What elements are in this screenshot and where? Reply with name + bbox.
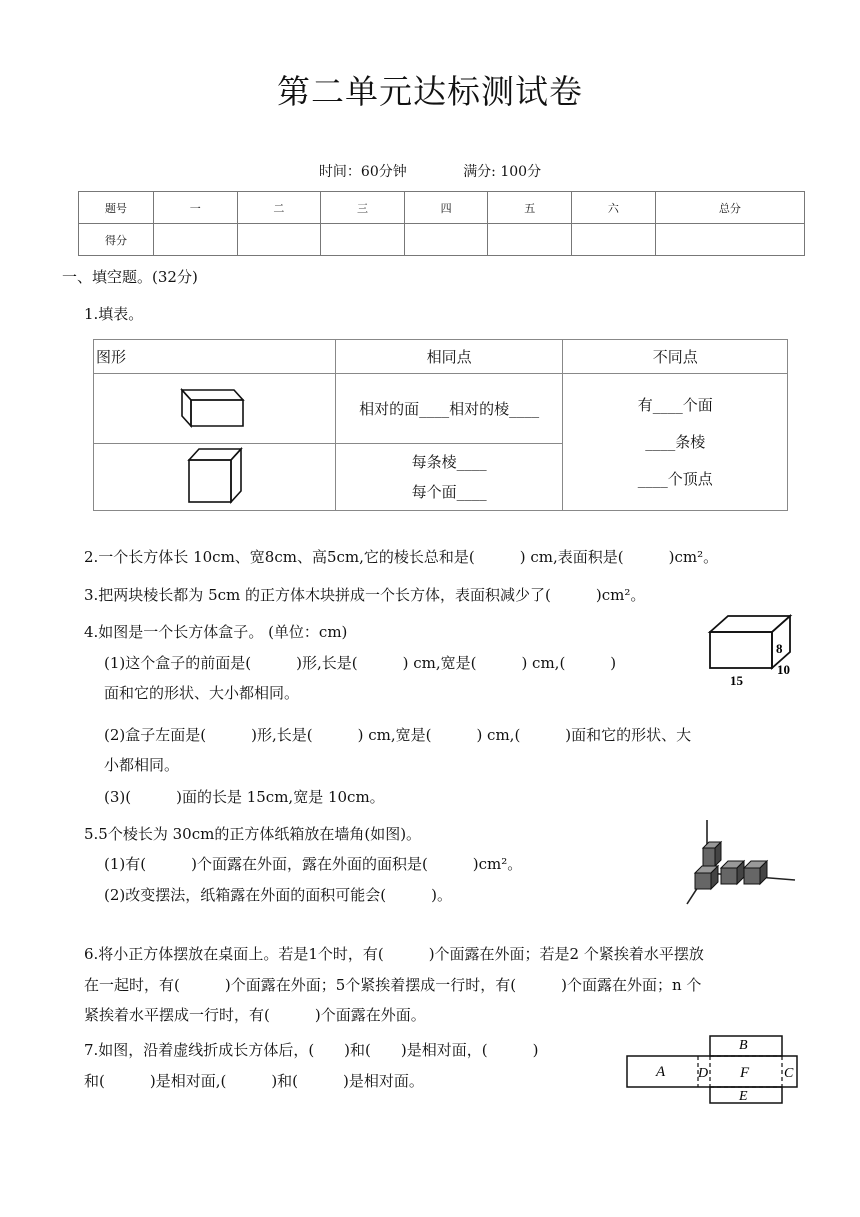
score-input-cell[interactable] — [572, 224, 656, 256]
question-3: 3.把两块棱长都为 5cm 的正方体木块拼成一个长方体，表面积减少了( )cm²。 — [84, 586, 646, 604]
corner-boxes-figure — [685, 818, 800, 908]
net-label-e: E — [739, 1089, 748, 1104]
cube-figure-cell — [94, 444, 336, 511]
question-1-label: 1.填表。 — [84, 305, 144, 323]
question-5-part-2: (2)改变摆法，纸箱露在外面的面积可能会( )。 — [104, 886, 452, 904]
cuboid-net-figure — [622, 1030, 800, 1104]
net-label-c: C — [784, 1066, 794, 1081]
question-4-part-1: (1)这个盒子的前面是( )形,长是( ) cm,宽是( ) cm,( ) — [104, 654, 617, 672]
score-row-label: 得分 — [79, 224, 154, 256]
diff-edges[interactable]: ____条棱 — [645, 432, 706, 451]
diff-faces[interactable]: 有____个面 — [637, 395, 713, 414]
score-input-cell[interactable] — [154, 224, 238, 256]
col-shape-header: 图形 — [94, 340, 336, 374]
question-7-line-2: 和( )是相对面,( )和( )是相对面。 — [84, 1072, 424, 1090]
cube-figure — [185, 446, 243, 504]
cuboid-figure — [177, 386, 251, 428]
score-header-cell: 总分 — [655, 192, 804, 224]
exam-meta — [0, 161, 860, 181]
score-header-cell: 六 — [572, 192, 656, 224]
question-5-part-1: (1)有( )个面露在外面，露在外面的面积是( )cm²。 — [104, 855, 523, 873]
question-4-part-2-cont: 小都相同。 — [104, 756, 180, 774]
section-heading: 一、填空题。(32分) — [62, 268, 198, 286]
score-header-cell: 三 — [321, 192, 405, 224]
question-6-line-1: 6.将小正方体摆放在桌面上。若是1个时，有( )个面露在外面；若是2 个紧挨着水平摆放 — [84, 945, 704, 963]
question-2: 2.一个长方体长 10cm、宽8cm、高5cm,它的棱长总和是( ) cm,表面积是( )cm²。 — [84, 548, 719, 566]
question-4-part-2: (2)盒子左面是( )形,长是( ) cm,宽是( ) cm,( )面和它的形状、大 — [104, 726, 692, 744]
different-points-cell — [563, 374, 788, 511]
box-figure — [700, 608, 800, 688]
box-length-label: 15 — [730, 673, 743, 688]
col-same-header: 相同点 — [335, 340, 563, 374]
same-points-cube — [335, 444, 563, 511]
cuboid-figure-cell — [94, 374, 336, 444]
question-4-part-3: (3)( )面的长是 15cm,宽是 10cm。 — [104, 788, 385, 806]
full-score: 满分: 100分 — [463, 164, 542, 180]
score-table — [78, 191, 805, 256]
net-label-a: A — [656, 1064, 666, 1080]
score-header-cell: 五 — [488, 192, 572, 224]
same-faces[interactable]: 每个面____ — [411, 483, 487, 501]
same-edges[interactable]: 每条棱____ — [411, 453, 487, 471]
score-input-cell[interactable] — [655, 224, 804, 256]
box-height-label: 8 — [776, 641, 783, 656]
comparison-table — [93, 339, 788, 511]
score-header-cell: 四 — [404, 192, 488, 224]
score-input-cell[interactable] — [237, 224, 321, 256]
question-4-stem: 4.如图是一个长方体盒子。 (单位：cm) — [84, 623, 348, 641]
net-label-f: F — [740, 1065, 750, 1081]
diff-vertices[interactable]: ____个顶点 — [637, 469, 713, 488]
same-points-cuboid[interactable]: 相对的面____相对的棱____ — [335, 374, 563, 444]
question-6-line-2: 在一起时，有( )个面露在外面；5个紧挨着摆成一行时，有( )个面露在外面；n 个 — [84, 976, 702, 994]
score-header-cell: 二 — [237, 192, 321, 224]
question-4-part-1-cont: 面和它的形状、大小都相同。 — [104, 684, 300, 702]
score-header-cell: 题号 — [79, 192, 154, 224]
comparison-header-row — [94, 340, 788, 374]
box-width-label: 10 — [777, 662, 790, 677]
question-5-stem: 5.5个棱长为 30cm的正方体纸箱放在墙角(如图)。 — [84, 825, 422, 843]
net-label-d: D — [698, 1066, 709, 1081]
score-input-cell[interactable] — [488, 224, 572, 256]
net-label-b: B — [739, 1038, 748, 1053]
col-diff-header: 不同点 — [563, 340, 788, 374]
question-7-line-1: 7.如图，沿着虚线折成长方体后，( )和( )是相对面，( ) — [84, 1041, 539, 1059]
score-table-header-row — [79, 192, 805, 224]
page-title: 第二单元达标测试卷 — [277, 72, 583, 111]
time-limit: 时间：60分钟 — [318, 164, 407, 180]
score-input-cell[interactable] — [404, 224, 488, 256]
score-input-cell[interactable] — [321, 224, 405, 256]
score-header-cell: 一 — [154, 192, 238, 224]
cuboid-row — [94, 374, 788, 444]
score-table-score-row — [79, 224, 805, 256]
question-6-line-3: 紧挨着水平摆成一行时，有( )个面露在外面。 — [84, 1006, 426, 1024]
